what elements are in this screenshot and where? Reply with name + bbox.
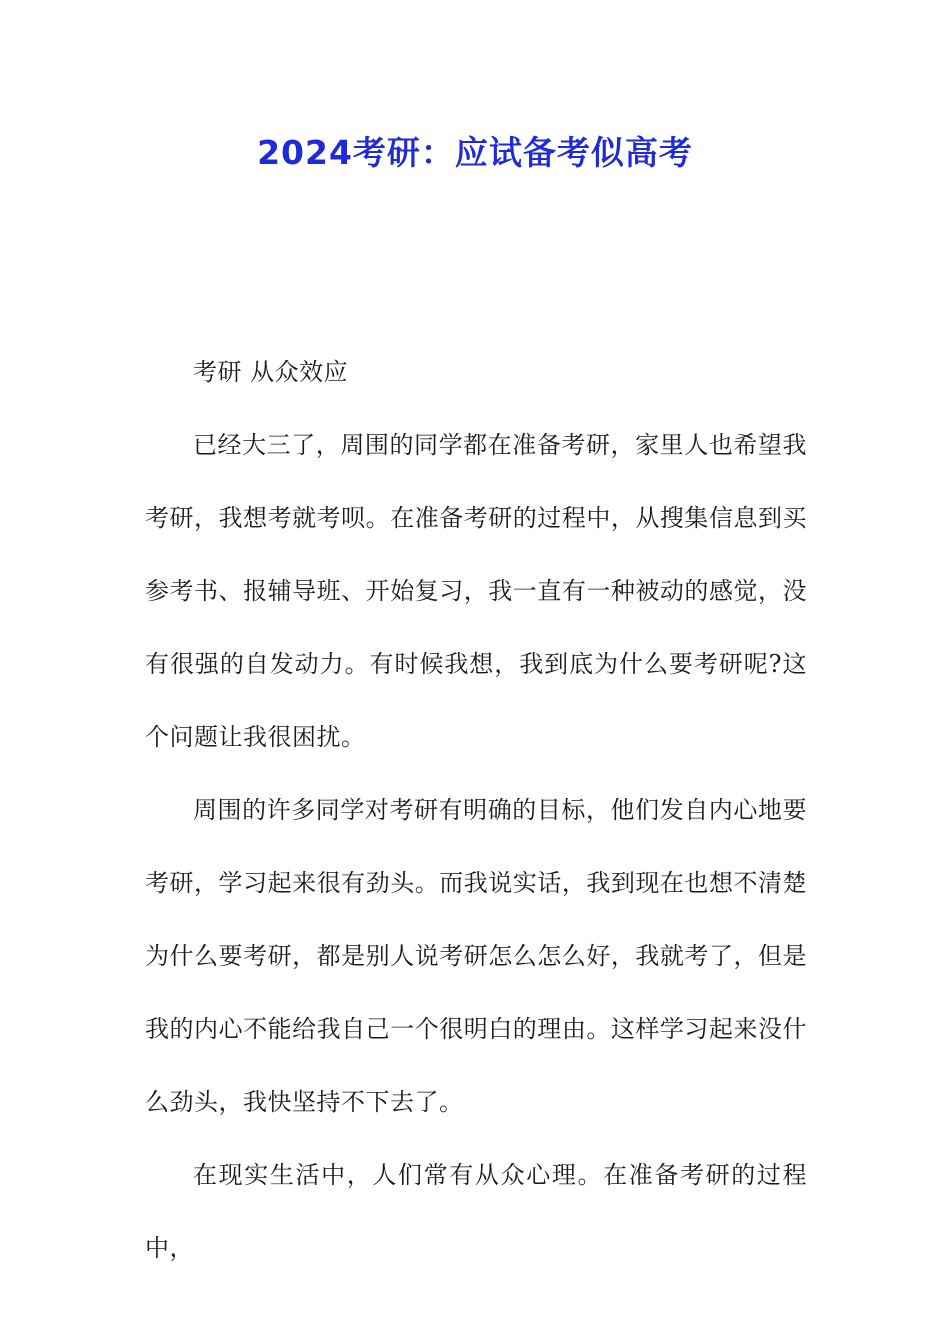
document-body bbox=[145, 336, 807, 1285]
document-title: 2024考研：应试备考似高考 bbox=[257, 133, 693, 172]
paragraph: 已经大三了，周围的同学都在准备考研，家里人也希望我考研，我想考就考呗。在准备考研的过程中，从搜集信息到买参考书、报辅导班、开始复习，我一直有一种被动的感觉，没有很强的自发动力。有时候我想，我到底为什么要考研呢?这个问题让我很困扰。 bbox=[145, 431, 807, 751]
paragraph: 周围的许多同学对考研有明确的目标，他们发自内心地要考研，学习起来很有劲头。而我说实话，我到现在也想不清楚为什么要考研，都是别人说考研怎么怎么好，我就考了，但是我的内心不能给我自己一个很明白的理由。这样学习起来没什么劲头，我快坚持不下去了。 bbox=[145, 796, 807, 1116]
section-heading: 考研 从众效应 bbox=[193, 358, 349, 386]
paragraph: 在现实生活中，人们常有从众心理。在准备考研的过程中， bbox=[145, 1161, 807, 1262]
